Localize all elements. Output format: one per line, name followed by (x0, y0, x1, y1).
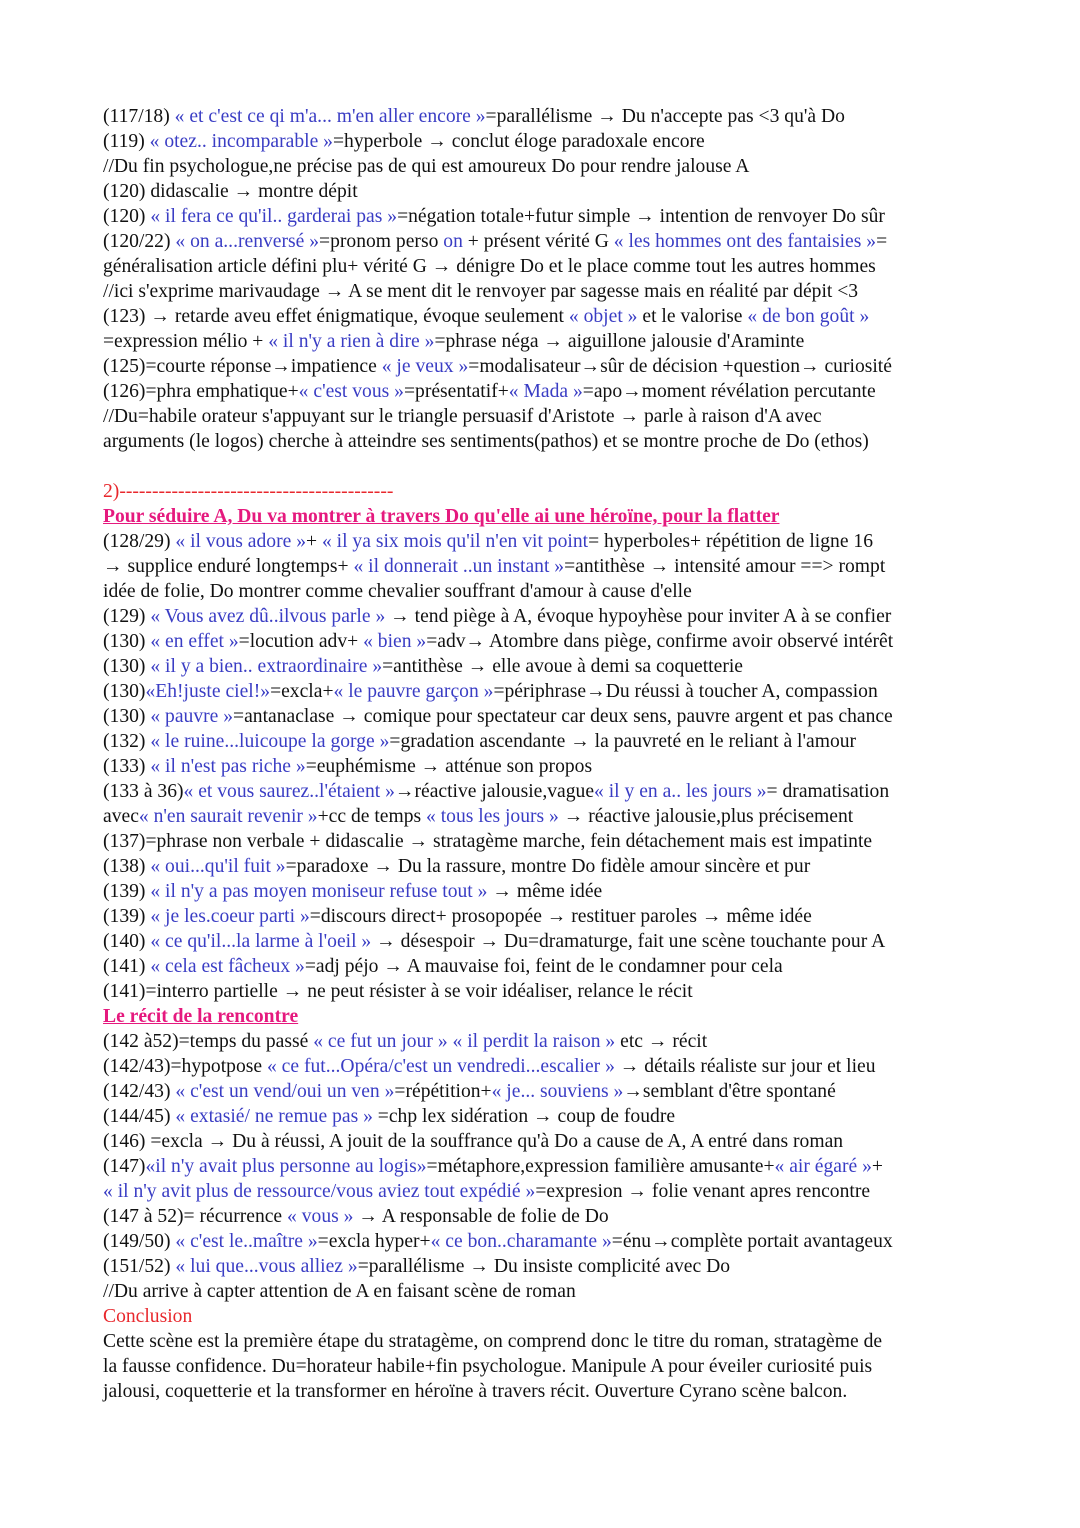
text-segment: (137)=phrase non verbale + didascalie → stratagème marche, fein détachement mais est impatinte (103, 831, 873, 852)
text-line (103, 179, 1003, 204)
text-line (103, 1154, 1003, 1179)
text-segment: =adv→ Atombre dans piège, confirme avoir observé intérêt (426, 631, 894, 652)
quoted-text: « ce fut...Opéra/c'est un vendredi...escalier » (266, 1056, 615, 1077)
text-line (103, 1029, 1003, 1054)
quoted-text: « de bon goût » (747, 306, 870, 327)
text-segment: +cc de temps (317, 806, 427, 827)
text-segment: = hyperboles+ répétition de ligne 16 (588, 531, 874, 552)
text-segment: →semblant d'être spontané (623, 1081, 836, 1102)
quoted-text: « et vous saurez..l'étaient » (183, 781, 395, 802)
quoted-text: « il vous adore » (175, 531, 306, 552)
quoted-text: « le pauvre garçon » (333, 681, 494, 702)
text-segment: (119) (103, 131, 150, 152)
quoted-text: « lui que...vous alliez » (175, 1256, 358, 1277)
text-segment: (129) (103, 606, 151, 627)
text-segment: (123) → retarde aveu effet énigmatique, évoque seulement (103, 306, 569, 327)
text-segment: (142/43) (103, 1081, 176, 1102)
text-line (103, 154, 1003, 179)
quoted-text: « il n'y a rien à dire » (268, 331, 435, 352)
quoted-text: « pauvre » (150, 706, 234, 727)
text-segment: (133 à 36) (103, 781, 184, 802)
text-segment: (149/50) (103, 1231, 176, 1252)
text-line (103, 1254, 1003, 1279)
text-line (103, 204, 1003, 229)
quoted-text: « il donnerait ..un instant » (353, 556, 565, 577)
text-segment: (138) (103, 856, 151, 877)
text-segment: jalousi, coquetterie et la transformer en héroïne à travers récit. Ouverture Cyrano scène balcon. (103, 1381, 848, 1402)
text-segment: (140) (103, 931, 151, 952)
quoted-text: « oui...qu'il fuit » (150, 856, 286, 877)
text-line (103, 829, 1003, 854)
text-segment: =antithèse → elle avoue à demi sa coquetterie (382, 656, 743, 677)
text-segment: =locution adv+ (238, 631, 364, 652)
quoted-text: « en effet » (150, 631, 239, 652)
quoted-text: « il y a bien.. extraordinaire » (150, 656, 383, 677)
text-line (103, 379, 1003, 404)
text-line (103, 879, 1003, 904)
text-line (103, 404, 1003, 429)
text-segment: (151/52) (103, 1256, 176, 1277)
text-segment: (133) (103, 756, 151, 777)
text-line (103, 529, 1003, 554)
quoted-text: « il ya six mois qu'il n'en vit point (321, 531, 589, 552)
text-segment: (141) (103, 956, 151, 977)
text-segment: =phrase néga → aiguillone jalousie d'Araminte (434, 331, 805, 352)
text-segment: → tend piège à A, évoque hypoyhèse pour inviter A à se confier (385, 606, 892, 627)
quoted-text: « il n'y avit plus de ressource/vous aviez tout expédié » (103, 1181, 536, 1202)
text-line (103, 1379, 1003, 1404)
text-segment: (141)=interro partielle → ne peut résister à se voir idéaliser, relance le récit (103, 981, 693, 1002)
text-segment: //Du fin psychologue,ne précise pas de qui est amoureux Do pour rendre jalouse A (103, 156, 750, 177)
text-segment: =expression mélio + (103, 331, 269, 352)
text-line (103, 1354, 1003, 1379)
text-segment: (130) (103, 631, 151, 652)
text-line (103, 1304, 1003, 1329)
text-segment: (125)=courte réponse→impatience (103, 356, 382, 377)
quoted-text: « ce qu'il...la larme à l'oeil » (150, 931, 372, 952)
text-segment: généralisation article défini plu+ vérité G → dénigre Do et le place comme tout les autres hommes (103, 256, 876, 277)
text-segment: → même idée (487, 881, 603, 902)
quoted-text: « c'est vous » (298, 381, 404, 402)
text-line (103, 1329, 1003, 1354)
text-segment: //Du arrive à capter attention de A en faisant scène de roman (103, 1281, 576, 1302)
quoted-text: « il perdit la raison » (452, 1031, 616, 1052)
text-segment: =paradoxe → Du la rassure, montre Do fidèle amour sincère et pur (285, 856, 811, 877)
text-segment: (130) (103, 656, 151, 677)
text-segment: (144/45) (103, 1106, 176, 1127)
quoted-text: « je les.coeur parti » (150, 906, 310, 927)
text-segment: =antithèse → intensité amour ==> rompt (564, 556, 886, 577)
text-segment: → détails réaliste sur jour et lieu (614, 1056, 876, 1077)
text-segment: =métaphore,expression familière amusante+ (426, 1156, 775, 1177)
text-line (103, 1204, 1003, 1229)
text-segment: (142/43)=hypotpose (103, 1056, 267, 1077)
quoted-text: « air égaré » (774, 1156, 872, 1177)
text-segment: + (306, 531, 322, 552)
text-line (103, 479, 1003, 504)
text-segment: idée de folie, Do montrer comme chevalier souffrant d'amour à cause d'elle (103, 581, 692, 602)
quoted-text: « n'en saurait revenir » (138, 806, 318, 827)
text-line (103, 279, 1003, 304)
quoted-text: « ce bon..charamante » (430, 1231, 612, 1252)
quoted-text: on (443, 231, 463, 252)
text-line (103, 979, 1003, 1004)
text-line (103, 329, 1003, 354)
text-line (103, 1129, 1003, 1154)
text-segment: (128/29) (103, 531, 176, 552)
text-segment: =répétition+ (394, 1081, 492, 1102)
document-body (103, 104, 1003, 1404)
text-segment: = (876, 231, 888, 252)
quoted-text: « objet » (568, 306, 638, 327)
quoted-text: « bien » (363, 631, 427, 652)
text-segment: (147) (103, 1156, 146, 1177)
text-segment: (146) =excla → Du à réussi, A jouit de la souffrance qu'à Do a cause de A, A entré dans roman (103, 1131, 844, 1152)
text-line (103, 579, 1003, 604)
section-heading: Le récit de la rencontre (103, 1006, 299, 1027)
text-segment: =excla hyper+ (317, 1231, 431, 1252)
text-segment: =adj péjo → A mauvaise foi, feint de le condamner pour cela (304, 956, 783, 977)
quoted-text: « il n'y a pas moyen moniseur refuse tout » (150, 881, 488, 902)
text-line (103, 854, 1003, 879)
text-line (103, 629, 1003, 654)
section-marker: 2)------------------------------------------ (103, 481, 394, 502)
text-line (103, 104, 1003, 129)
quoted-text: « je veux » (381, 356, 469, 377)
text-segment: =antanaclase → comique pour spectateur car deux sens, pauvre argent et pas chance (233, 706, 893, 727)
quoted-text: «Eh!juste ciel!» (145, 681, 271, 702)
text-segment: →réactive jalousie,vague (394, 781, 595, 802)
text-segment: etc → récit (615, 1031, 708, 1052)
text-segment: =hyperbole → conclut éloge paradoxale encore (332, 131, 705, 152)
text-segment: et le valorise (637, 306, 748, 327)
text-segment: //Du=habile orateur s'appuyant sur le triangle persuasif d'Aristote → parle à raison d'A avec (103, 406, 822, 427)
text-segment: =gradation ascendante → la pauvreté en le reliant à l'amour (389, 731, 857, 752)
text-line (103, 1279, 1003, 1304)
text-segment: (139) (103, 881, 151, 902)
section-marker: Conclusion (103, 1306, 193, 1327)
blank-line (103, 454, 1003, 479)
text-segment: (126)=phra emphatique+ (103, 381, 299, 402)
quoted-text: « le ruine...luicoupe la gorge » (150, 731, 390, 752)
text-segment: (130) (103, 681, 146, 702)
text-line (103, 904, 1003, 929)
text-line (103, 679, 1003, 704)
text-segment: (120) didascalie → montre dépit (103, 181, 358, 202)
text-segment: =négation totale+futur simple → intention de renvoyer Do sûr (397, 206, 885, 227)
text-line (103, 354, 1003, 379)
quoted-text: « Mada » (508, 381, 583, 402)
text-line (103, 654, 1003, 679)
text-line (103, 1079, 1003, 1104)
quoted-text: « c'est le..maître » (175, 1231, 318, 1252)
text-segment: = dramatisation (766, 781, 890, 802)
quoted-text: « et c'est ce qi m'a... m'en aller encore » (174, 106, 486, 127)
text-line (103, 129, 1003, 154)
text-segment: Cette scène est la première étape du stratagème, on comprend donc le titre du roman, stratagème de (103, 1331, 883, 1352)
text-line (103, 729, 1003, 754)
quoted-text: « extasié/ ne remue pas » (175, 1106, 373, 1127)
text-segment: (120/22) (103, 231, 176, 252)
text-line (103, 429, 1003, 454)
text-line (103, 1104, 1003, 1129)
quoted-text: « otez.. incomparable » (149, 131, 333, 152)
quoted-text: « les hommes ont des fantaisies » (613, 231, 877, 252)
text-segment: la fausse confidence. Du=horateur habile+fin psychologue. Manipule A pour éveiler curiosité puis (103, 1356, 873, 1377)
text-line (103, 1229, 1003, 1254)
text-line (103, 604, 1003, 629)
text-segment: =présentatif+ (403, 381, 509, 402)
quoted-text: «il n'y avait plus personne au logis» (145, 1156, 427, 1177)
text-line (103, 754, 1003, 779)
text-segment: =périphrase→Du réussi à toucher A, compassion (493, 681, 878, 702)
text-line (103, 229, 1003, 254)
text-line (103, 704, 1003, 729)
text-segment: → A responsable de folie de Do (353, 1206, 609, 1227)
text-segment: =pronom perso (319, 231, 444, 252)
text-segment: =discours direct+ prosopopée → restituer paroles → même idée (309, 906, 812, 927)
text-segment: =parallélisme → Du n'accepte pas <3 qu'à Do (485, 106, 845, 127)
quoted-text: « on a...renversé » (175, 231, 320, 252)
text-line (103, 254, 1003, 279)
quoted-text: « il fera ce qu'il.. garderai pas » (150, 206, 398, 227)
text-segment: (132) (103, 731, 151, 752)
text-segment: arguments (le logos) cherche à atteindre ses sentiments(pathos) et se montre proche de Do (ethos) (103, 431, 869, 452)
quoted-text: « ce fut un jour » (313, 1031, 448, 1052)
text-line (103, 1004, 1003, 1029)
text-line (103, 804, 1003, 829)
quoted-text: « cela est fâcheux » (150, 956, 305, 977)
text-segment: (147 à 52)= récurrence (103, 1206, 288, 1227)
text-segment: =modalisateur→sûr de décision +question→ curiosité (468, 356, 892, 377)
quoted-text: « il y en a.. les jours » (594, 781, 767, 802)
quoted-text: « je... souviens » (491, 1081, 624, 1102)
text-segment: → désespoir → Du=dramaturge, fait une scène touchante pour A (371, 931, 886, 952)
quoted-text: « vous » (287, 1206, 354, 1227)
text-line (103, 304, 1003, 329)
quoted-text: « tous les jours » (426, 806, 559, 827)
text-segment: =chp lex sidération → coup de foudre (372, 1106, 676, 1127)
text-segment: (117/18) (103, 106, 175, 127)
quoted-text: « c'est un vend/oui un ven » (175, 1081, 395, 1102)
quoted-text: « Vous avez dû..ilvous parle » (150, 606, 386, 627)
text-segment: =parallélisme → Du insiste complicité avec Do (357, 1256, 731, 1277)
text-segment: =excla+ (270, 681, 334, 702)
text-segment: //ici s'exprime marivaudage → A se ment dit le renvoyer par sagesse mais en réalité par dépit <3 (103, 281, 859, 302)
section-heading: Pour séduire A, Du va montrer à travers Do qu'elle ai une héroïne, pour la flatter (103, 506, 780, 527)
text-segment: =énu→complète portait avantageux (611, 1231, 893, 1252)
text-segment: =euphémisme → atténue son propos (305, 756, 593, 777)
text-segment: avec (103, 806, 139, 827)
text-segment: =expresion → folie venant apres rencontre (535, 1181, 871, 1202)
text-segment: =apo→moment révélation percutante (582, 381, 876, 402)
text-segment: → supplice enduré longtemps+ (103, 556, 354, 577)
quoted-text: « il n'est pas riche » (150, 756, 306, 777)
text-segment: (120) (103, 206, 151, 227)
text-segment: → réactive jalousie,plus précisement (558, 806, 854, 827)
text-line (103, 1054, 1003, 1079)
text-line (103, 779, 1003, 804)
text-line (103, 504, 1003, 529)
text-segment: + présent vérité G (462, 231, 614, 252)
text-segment: (130) (103, 706, 151, 727)
text-segment: (139) (103, 906, 151, 927)
text-line (103, 554, 1003, 579)
text-line (103, 1179, 1003, 1204)
text-line (103, 954, 1003, 979)
text-segment: + (871, 1156, 883, 1177)
text-line (103, 929, 1003, 954)
text-segment: (142 à52)=temps du passé (103, 1031, 314, 1052)
